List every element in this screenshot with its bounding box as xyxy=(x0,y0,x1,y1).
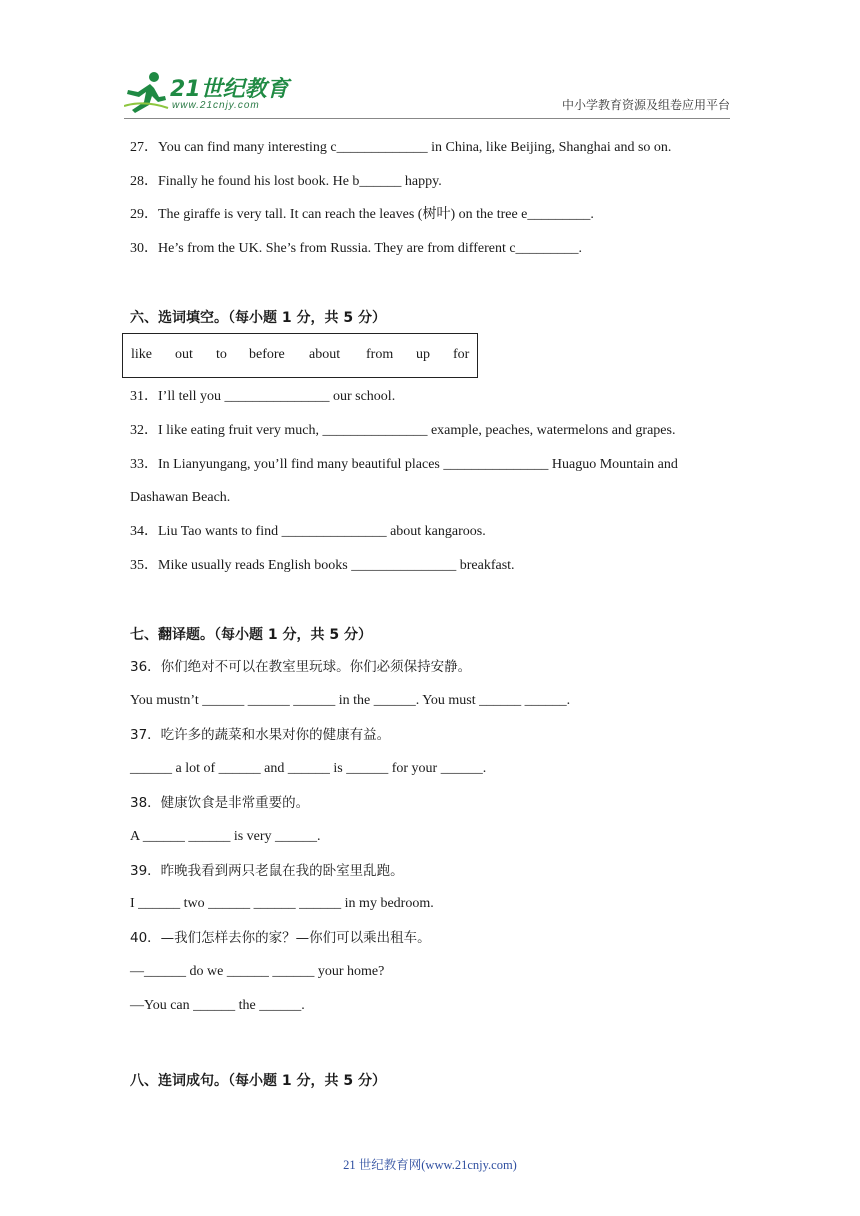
question-33-line-2: Dashawan Beach. xyxy=(130,490,231,505)
section-8-note: （每小题 1 分，共 5 分） xyxy=(228,1073,386,1089)
page-header xyxy=(0,0,860,125)
word-bank-item: before xyxy=(249,347,285,362)
platform-title: 中小学教育资源及组卷应用平台 xyxy=(561,98,730,112)
word-bank-item: up xyxy=(416,347,430,362)
logo-text: 21世纪教育 xyxy=(170,77,289,102)
question-33-line-1: 33．In Lianyungang, you’ll find many beautiful places _______________ Huaguo Mountain and xyxy=(130,457,678,472)
word-bank-item: about xyxy=(309,347,341,362)
section-8-title: 八、连词成句。 xyxy=(130,1073,228,1089)
question-40-english-question: —______ do we ______ ______ your home? xyxy=(130,964,385,979)
logo xyxy=(124,70,294,114)
page-footer: 21 世纪教育网(www.21cnjy.com) xyxy=(343,1158,517,1172)
runner-logo-icon xyxy=(124,70,170,114)
question-37-chinese: 37．吃许多的蔬菜和水果对你的健康有益。 xyxy=(130,727,391,743)
question-30: 30．He’s from the UK. She’s from Russia. They are from different c_________. xyxy=(130,241,583,256)
question-31: 31．I’ll tell you _______________ our school. xyxy=(130,389,396,404)
question-35: 35．Mike usually reads English books _______________ breakfast. xyxy=(130,558,515,573)
question-36-english: You mustn’t ______ ______ ______ in the ______. You must ______ ______. xyxy=(130,693,571,708)
question-34: 34．Liu Tao wants to find _______________ about kangaroos. xyxy=(130,524,486,539)
section-7-note: （每小题 1 分，共 5 分） xyxy=(214,627,372,643)
header-divider xyxy=(124,118,730,119)
question-36-chinese: 36．你们绝对不可以在教室里玩球。你们必须保持安静。 xyxy=(130,659,472,675)
word-bank-item: like xyxy=(131,347,152,362)
question-27: 27．You can find many interesting c_____________ in China, like Beijing, Shanghai and so on. xyxy=(130,140,672,155)
word-bank-item: to xyxy=(216,347,227,362)
question-39-chinese: 39．昨晚我看到两只老鼠在我的卧室里乱跑。 xyxy=(130,863,404,879)
question-39-english: I ______ two ______ ______ ______ in my bedroom. xyxy=(130,896,434,911)
section-6-title: 六、选词填空。 xyxy=(130,310,228,326)
question-40-chinese: 40．—我们怎样去你的家？—你们可以乘出租车。 xyxy=(130,930,431,946)
word-bank-item: out xyxy=(175,347,193,362)
word-bank-item: for xyxy=(453,347,470,362)
section-7-title: 七、翻译题。 xyxy=(130,627,214,643)
question-29: 29．The giraffe is very tall. It can reach the leaves (树叶) on the tree e_________. xyxy=(130,207,594,222)
section-8-heading xyxy=(130,1070,386,1090)
question-32: 32．I like eating fruit very much, _______________ example, peaches, watermelons and grapes. xyxy=(130,423,676,438)
question-37-english: ______ a lot of ______ and ______ is ______ for your ______. xyxy=(130,761,487,776)
question-28: 28．Finally he found his lost book. He b______ happy. xyxy=(130,174,442,189)
word-bank xyxy=(122,333,478,378)
section-7-heading xyxy=(130,624,372,644)
question-40-english-answer: —You can ______ the ______. xyxy=(130,998,305,1013)
section-6-heading xyxy=(130,307,386,327)
logo-url: www.21cnjy.com xyxy=(172,100,260,111)
question-38-english: A ______ ______ is very ______. xyxy=(130,829,321,844)
question-38-chinese: 38．健康饮食是非常重要的。 xyxy=(130,795,310,811)
word-bank-item: from xyxy=(366,347,394,362)
section-6-note: （每小题 1 分，共 5 分） xyxy=(228,310,386,326)
